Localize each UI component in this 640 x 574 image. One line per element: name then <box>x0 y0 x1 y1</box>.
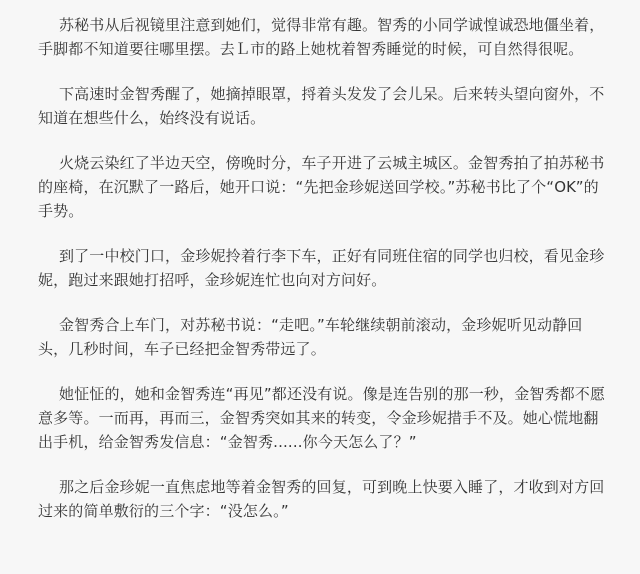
paragraph-6: 她怔怔的，她和金智秀连“再见”都还没有说。像是连告别的那一秒，金智秀都不愿意多等。一而再，再而三，金智秀突如其来的转变，令金珍妮措手不及。她心慌地翻出手机，给金智秀发信息：“金智秀......你今天怎么了？” <box>38 385 606 451</box>
paragraph-3: 火烧云染红了半边天空，傍晚时分，车子开进了云城主城区。金智秀拍了拍苏秘书的座椅，在沉默了一路后，她开口说：“先把金珍妮送回学校。”苏秘书比了个“OK”的手势。 <box>38 154 605 220</box>
paragraph-4: 到了一中校门口，金珍妮拎着行李下车，正好有同班住宿的同学也归校，看见金珍妮，跑过来跟她打招呼，金珍妮连忙也向对方问好。 <box>38 247 605 289</box>
paragraph-1: 苏秘书从后视镜里注意到她们，觉得非常有趣。智秀的小同学诚惶诚恐地僵坐着，手脚都不知道要往哪里摆。去Ｌ市的路上她枕着智秀睡觉的时候，可自然得很呢。 <box>38 16 605 58</box>
paragraph-2: 下高速时金智秀醒了，她摘掉眼罩，捋着头发发了会儿呆。后来转头望向窗外，不知道在想些什么，始终没有说话。 <box>38 85 605 127</box>
article-body <box>38 13 608 544</box>
paragraph-5: 金智秀合上车门，对苏秘书说：“走吧。”车轮继续朝前滚动，金珍妮听见动静回头，几秒时间，车子已经把金智秀带远了。 <box>38 316 583 358</box>
paragraph-7: 那之后金珍妮一直焦虑地等着金智秀的回复，可到晚上快要入睡了，才收到对方回过来的简单敷衍的三个字：“没怎么。” <box>38 478 605 520</box>
